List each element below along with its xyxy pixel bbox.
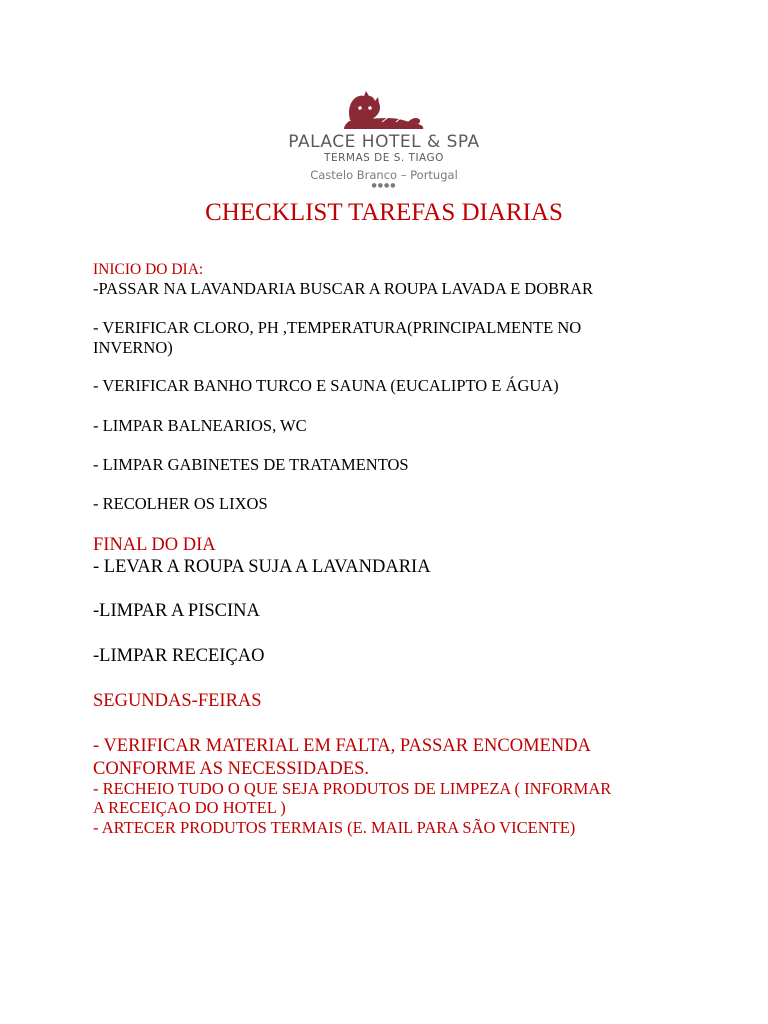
list-item: - LIMPAR GABINETES DE TRATAMENTOS bbox=[93, 455, 409, 474]
list-item-continuation: INVERNO) bbox=[93, 338, 173, 357]
list-item: - VERIFICAR MATERIAL EM FALTA, PASSAR ENCOMENDA bbox=[93, 736, 591, 756]
list-item: - LIMPAR BALNEARIOS, WC bbox=[93, 416, 307, 435]
logo-subtitle: TERMAS DE S. TIAGO bbox=[324, 152, 444, 164]
hotel-logo bbox=[258, 88, 510, 190]
logo-location: Castelo Branco – Portugal bbox=[310, 168, 458, 182]
list-item: - LEVAR A ROUPA SUJA A LAVANDARIA bbox=[93, 557, 431, 577]
logo-hotel-name: PALACE HOTEL & SPA bbox=[288, 132, 480, 152]
list-item-continuation: CONFORME AS NECESSIDADES. bbox=[93, 759, 370, 779]
logo-stars: ●●●● bbox=[371, 182, 397, 189]
section-heading-inicio: INICIO DO DIA: bbox=[93, 261, 204, 278]
section-heading-segundas: SEGUNDAS-FEIRAS bbox=[93, 691, 262, 711]
list-item: - VERIFICAR CLORO, PH ,TEMPERATURA(PRINCIPALMENTE NO bbox=[93, 318, 582, 337]
list-item: -LIMPAR RECEIÇAO bbox=[93, 646, 265, 666]
list-item: -LIMPAR A PISCINA bbox=[93, 601, 260, 621]
section-heading-final: FINAL DO DIA bbox=[93, 535, 216, 555]
list-item-continuation: A RECEIÇAO DO HOTEL ) bbox=[93, 798, 286, 817]
page-title: CHECKLIST TAREFAS DIARIAS bbox=[205, 199, 563, 226]
list-item: -PASSAR NA LAVANDARIA BUSCAR A ROUPA LAVADA E DOBRAR bbox=[93, 279, 594, 298]
lynx-emblem-icon bbox=[258, 88, 510, 134]
list-item: - RECOLHER OS LIXOS bbox=[93, 494, 268, 513]
list-item: - RECHEIO TUDO O QUE SEJA PRODUTOS DE LIMPEZA ( INFORMAR bbox=[93, 779, 612, 798]
list-item: - VERIFICAR BANHO TURCO E SAUNA (EUCALIPTO E ÁGUA) bbox=[93, 376, 559, 395]
list-item: - ARTECER PRODUTOS TERMAIS (E. MAIL PARA SÃO VICENTE) bbox=[93, 818, 576, 837]
